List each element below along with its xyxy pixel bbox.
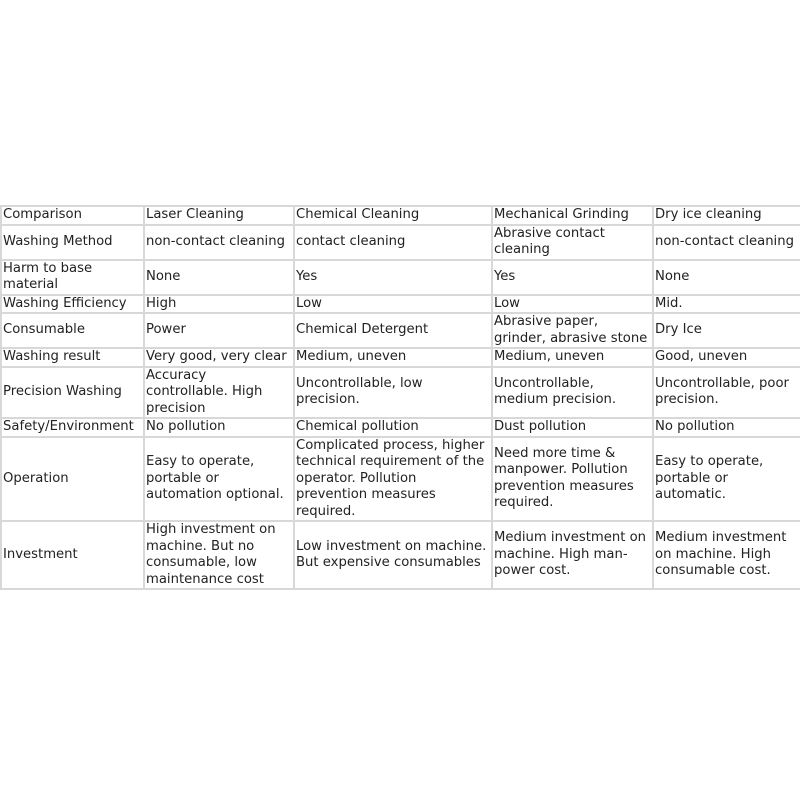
table-cell: Chemical Detergent xyxy=(294,313,492,348)
table-cell: Power xyxy=(144,313,294,348)
table-cell: Need more time & manpower. Pollution prevention measures required. xyxy=(492,437,653,522)
table-row xyxy=(1,295,800,314)
table-cell: Abrasive contact cleaning xyxy=(492,225,653,260)
table-cell: Yes xyxy=(492,260,653,295)
table-cell: Easy to operate, portable or automation optional. xyxy=(144,437,294,522)
table-cell: Dust pollution xyxy=(492,418,653,437)
table-cell: Low xyxy=(492,295,653,314)
row-label-cell: Investment xyxy=(1,521,144,589)
table-row xyxy=(1,225,800,260)
row-label-cell: Washing Method xyxy=(1,225,144,260)
table-cell: contact cleaning xyxy=(294,225,492,260)
table-cell: No pollution xyxy=(653,418,800,437)
table-cell: Medium, uneven xyxy=(294,348,492,367)
table-row xyxy=(1,418,800,437)
table-cell: Yes xyxy=(294,260,492,295)
table-cell: Mid. xyxy=(653,295,800,314)
table-cell: Easy to operate, portable or automatic. xyxy=(653,437,800,522)
table-cell: Uncontrollable, medium precision. xyxy=(492,367,653,419)
row-label-cell: Operation xyxy=(1,437,144,522)
table-header-cell: Dry ice cleaning xyxy=(653,206,800,225)
table-header-row xyxy=(1,206,800,225)
table-row xyxy=(1,348,800,367)
table-cell: High xyxy=(144,295,294,314)
row-label-cell: Washing Efficiency xyxy=(1,295,144,314)
row-label-cell: Safety/Environment xyxy=(1,418,144,437)
table-header-cell: Laser Cleaning xyxy=(144,206,294,225)
row-label-cell: Precision Washing xyxy=(1,367,144,419)
table-cell: None xyxy=(144,260,294,295)
table-cell: No pollution xyxy=(144,418,294,437)
table-header-cell: Mechanical Grinding xyxy=(492,206,653,225)
table-row xyxy=(1,437,800,522)
table-cell: Medium investment on machine. High consumable cost. xyxy=(653,521,800,589)
table-cell: High investment on machine. But no consumable, low maintenance cost xyxy=(144,521,294,589)
comparison-table xyxy=(0,205,800,590)
table-cell: Chemical pollution xyxy=(294,418,492,437)
table-cell: None xyxy=(653,260,800,295)
table-cell: Very good, very clear xyxy=(144,348,294,367)
table-row xyxy=(1,367,800,419)
table-cell: Uncontrollable, low precision. xyxy=(294,367,492,419)
table-header-cell: Comparison xyxy=(1,206,144,225)
table-header-cell: Chemical Cleaning xyxy=(294,206,492,225)
table-cell: Dry Ice xyxy=(653,313,800,348)
table-cell: Abrasive paper, grinder, abrasive stone xyxy=(492,313,653,348)
row-label-cell: Consumable xyxy=(1,313,144,348)
row-label-cell: Washing result xyxy=(1,348,144,367)
table-cell: Medium, uneven xyxy=(492,348,653,367)
table-row xyxy=(1,260,800,295)
table-cell: Complicated process, higher technical requirement of the operator. Pollution prevention measures required. xyxy=(294,437,492,522)
table-cell: Low xyxy=(294,295,492,314)
table-row xyxy=(1,313,800,348)
table-cell: non-contact cleaning xyxy=(653,225,800,260)
table-cell: Accuracy controllable. High precision xyxy=(144,367,294,419)
table-cell: non-contact cleaning xyxy=(144,225,294,260)
row-label-cell: Harm to base material xyxy=(1,260,144,295)
table-cell: Low investment on machine. But expensive consumables xyxy=(294,521,492,589)
table-row xyxy=(1,521,800,589)
table-cell: Uncontrollable, poor precision. xyxy=(653,367,800,419)
table-cell: Medium investment on machine. High man-power cost. xyxy=(492,521,653,589)
table-cell: Good, uneven xyxy=(653,348,800,367)
comparison-table-container xyxy=(0,205,800,590)
